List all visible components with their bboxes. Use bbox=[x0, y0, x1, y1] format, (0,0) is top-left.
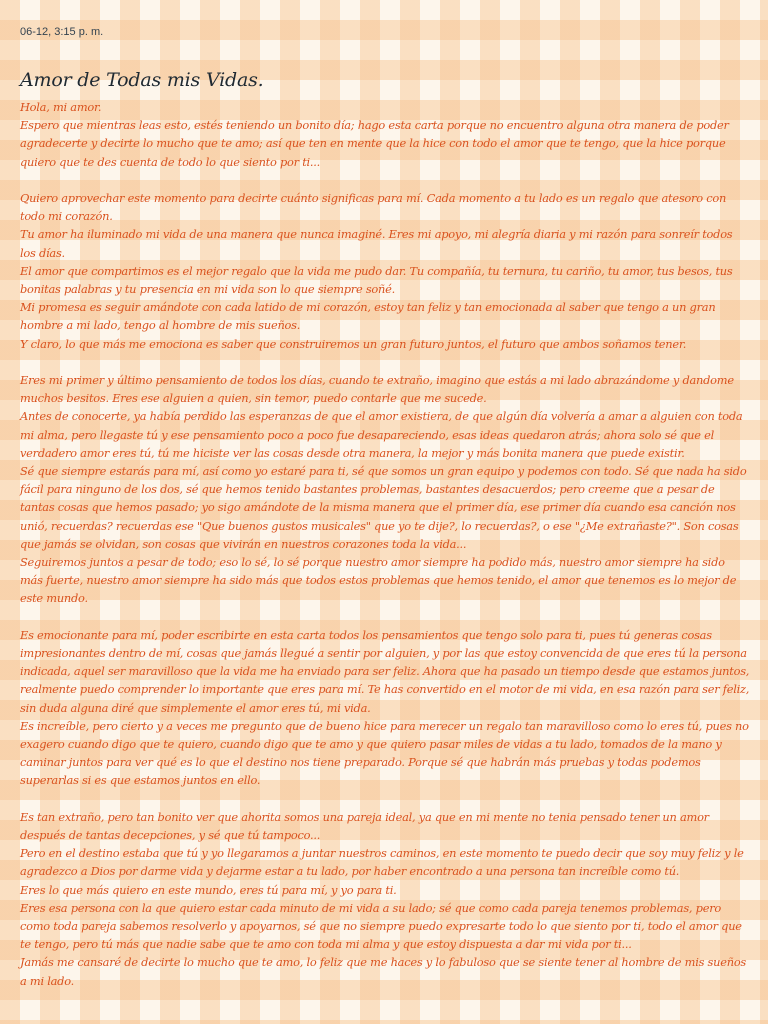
text-line: Y claro, lo que más me emociona es saber que construiremos un gran futuro juntos, el futuro que ambos soñamos tener. bbox=[20, 336, 687, 351]
text-line: Tu amor ha iluminado mi vida de una manera que nunca imaginé. Eres mi apoyo, mi alegría diaria y mi razón para sonreír todos los días. bbox=[20, 227, 733, 260]
text-line: Eres mi primer y último pensamiento de todos los días, cuando te extraño, imagino que estás a mi lado abrazándome y dandome muchos besitos. Eres ese alguien a quien, sin temor, puedo contarle que me sucede. bbox=[20, 373, 734, 406]
paragraph bbox=[20, 371, 750, 608]
paragraph bbox=[20, 189, 750, 353]
text-line: Sé que siempre estarás para mí, así como yo estaré para ti, sé que somos un gran equipo y podemos con todo. Sé que nada ha sido fácil para ninguno de los dos, sé que hemos tenido bastantes problemas, bastantes desacuerdos; pero creeme que a pesar de tantas cosas que hemos pasado; yo sigo amándote de la misma manera que el primer día, ese primer día cuando esa canción nos unió, recuerdas? recuerdas ese "Que buenos gustos musicales" que yo te dije?, lo recuerdas?, o ese "¿Me extrañaste?". Son cosas que jamás se olvidan, son cosas que vivirán en nuestros corazones toda la vida... bbox=[20, 464, 747, 551]
text-line: Es tan extraño, pero tan bonito ver que ahorita somos una pareja ideal, ya que en mi mente no tenia pensado tener un amor después de tantas decepciones, y sé que tú tampoco... bbox=[20, 809, 709, 843]
text-line: Es emocionante para mí, poder escribirte en esta carta todos los pensamientos que tengo solo para ti, pues tú generas cosas impresionantes dentro de mí, cosas que jamás llegué a sentir por alguien, y por las que estoy convencida de que eres tú la persona indicada, aquel ser maravilloso que la vida me ha enviado para ser feliz. Ahora que ha pasado un tiempo desde que estamos juntos, realmente puedo comprender lo importante que eres para mí. Te has convertido en el motor de mi vida, en esa razón para ser feliz, sin duda alguna diré que simplemente el amor eres tú, mi vida. bbox=[20, 627, 750, 715]
paragraph bbox=[20, 626, 750, 790]
timestamp: 06-12, 3:15 p. m. bbox=[20, 26, 104, 38]
text-line: El amor que compartimos es el mejor regalo que la vida me pudo dar. Tu compañía, tu ternura, tu cariño, tu amor, tus besos, tus bonitas palabras y tu presencia en mi vida son lo que siempre soñé. bbox=[20, 263, 733, 297]
text-line: Mi promesa es seguir amándote con cada latido de mi corazón, estoy tan feliz y tan emocionada al saber que tengo a un gran hombre a mi lado, tengo al hombre de mis sueños. bbox=[20, 300, 716, 333]
text-line: Seguiremos juntos a pesar de todo; eso lo sé, lo sé porque nuestro amor siempre ha podido más, nuestro amor siempre ha sido más fuerte, nuestro amor siempre ha sido más que todos estos problemas que hemos tenido, el amor que tenemos es lo mejor de este mundo. bbox=[20, 555, 737, 606]
paragraph bbox=[20, 98, 750, 171]
text-line: Espero que mientras leas esto, estés teniendo un bonito día; hago esta carta porque no encuentro alguna otra manera de poder agradecerte y decirte lo mucho que te amo; así que ten en mente que la hice con todo el amor que te tengo, que la hice porque quiero que te des cuenta de todo lo que siento por ti... bbox=[20, 118, 729, 169]
letter-body bbox=[20, 98, 750, 990]
text-line: Pero en el destino estaba que tú y yo llegaramos a juntar nuestros caminos, en este momento te puedo decir que soy muy feliz y le agradezco a Dios por darme vida y dejarme estar a tu lado, por haber encontrado a una persona tan increíble como tú. bbox=[20, 846, 744, 879]
text-line: Eres lo que más quiero en este mundo, eres tú para mí, y yo para ti. bbox=[20, 882, 397, 897]
text-line: Es increíble, pero cierto y a veces me pregunto que de bueno hice para merecer un regalo tan maravilloso como lo eres tú, pues no exagero cuando digo que te quiero, cuando digo que te amo y que quiero pasar miles de vidas a tu lado, tomados de la mano y caminar juntos para ver qué es lo que el destino nos tiene preparado. Porque sé que habrán más pruebas y todas podemos superarlas si es que estamos juntos en ello. bbox=[20, 718, 749, 788]
greeting-line: Hola, mi amor. bbox=[20, 100, 102, 114]
letter-title: Amor de Todas mis Vidas. bbox=[20, 69, 264, 91]
paragraph bbox=[20, 808, 750, 990]
text-line: Quiero aprovechar este momento para decirte cuánto significas para mí. Cada momento a tu lado es un regalo que atesoro con todo mi corazón. bbox=[20, 191, 727, 224]
text-line: Eres esa persona con la que quiero estar cada minuto de mi vida a su lado; sé que como cada pareja tenemos problemas, pero como toda pareja sabemos resolverlo y apoyarnos, sé que no siempre puedo expresarte todo lo que siento por ti, todo el amor que te tengo, pero tú más que nadie sabe que te amo con toda mi alma y que estoy dispuesta a dar mi vida por ti... bbox=[20, 900, 742, 952]
text-line: Antes de conocerte, ya había perdido las esperanzas de que el amor existiera, de que algún día volvería a amar a alguien con toda mi alma, pero llegaste tú y ese pensamiento poco a poco fue desapareciendo, esas ideas quedaron atrás; ahora solo sé que el verdadero amor eres tú, tú me hiciste ver las cosas desde otra manera, la mejor y más bonita manera que puede existir. bbox=[20, 409, 743, 460]
text-line: Jamás me cansaré de decirte lo mucho que te amo, lo feliz que me haces y lo fabuloso que se siente tener al hombre de mis sueños a mi lado. bbox=[20, 955, 747, 988]
